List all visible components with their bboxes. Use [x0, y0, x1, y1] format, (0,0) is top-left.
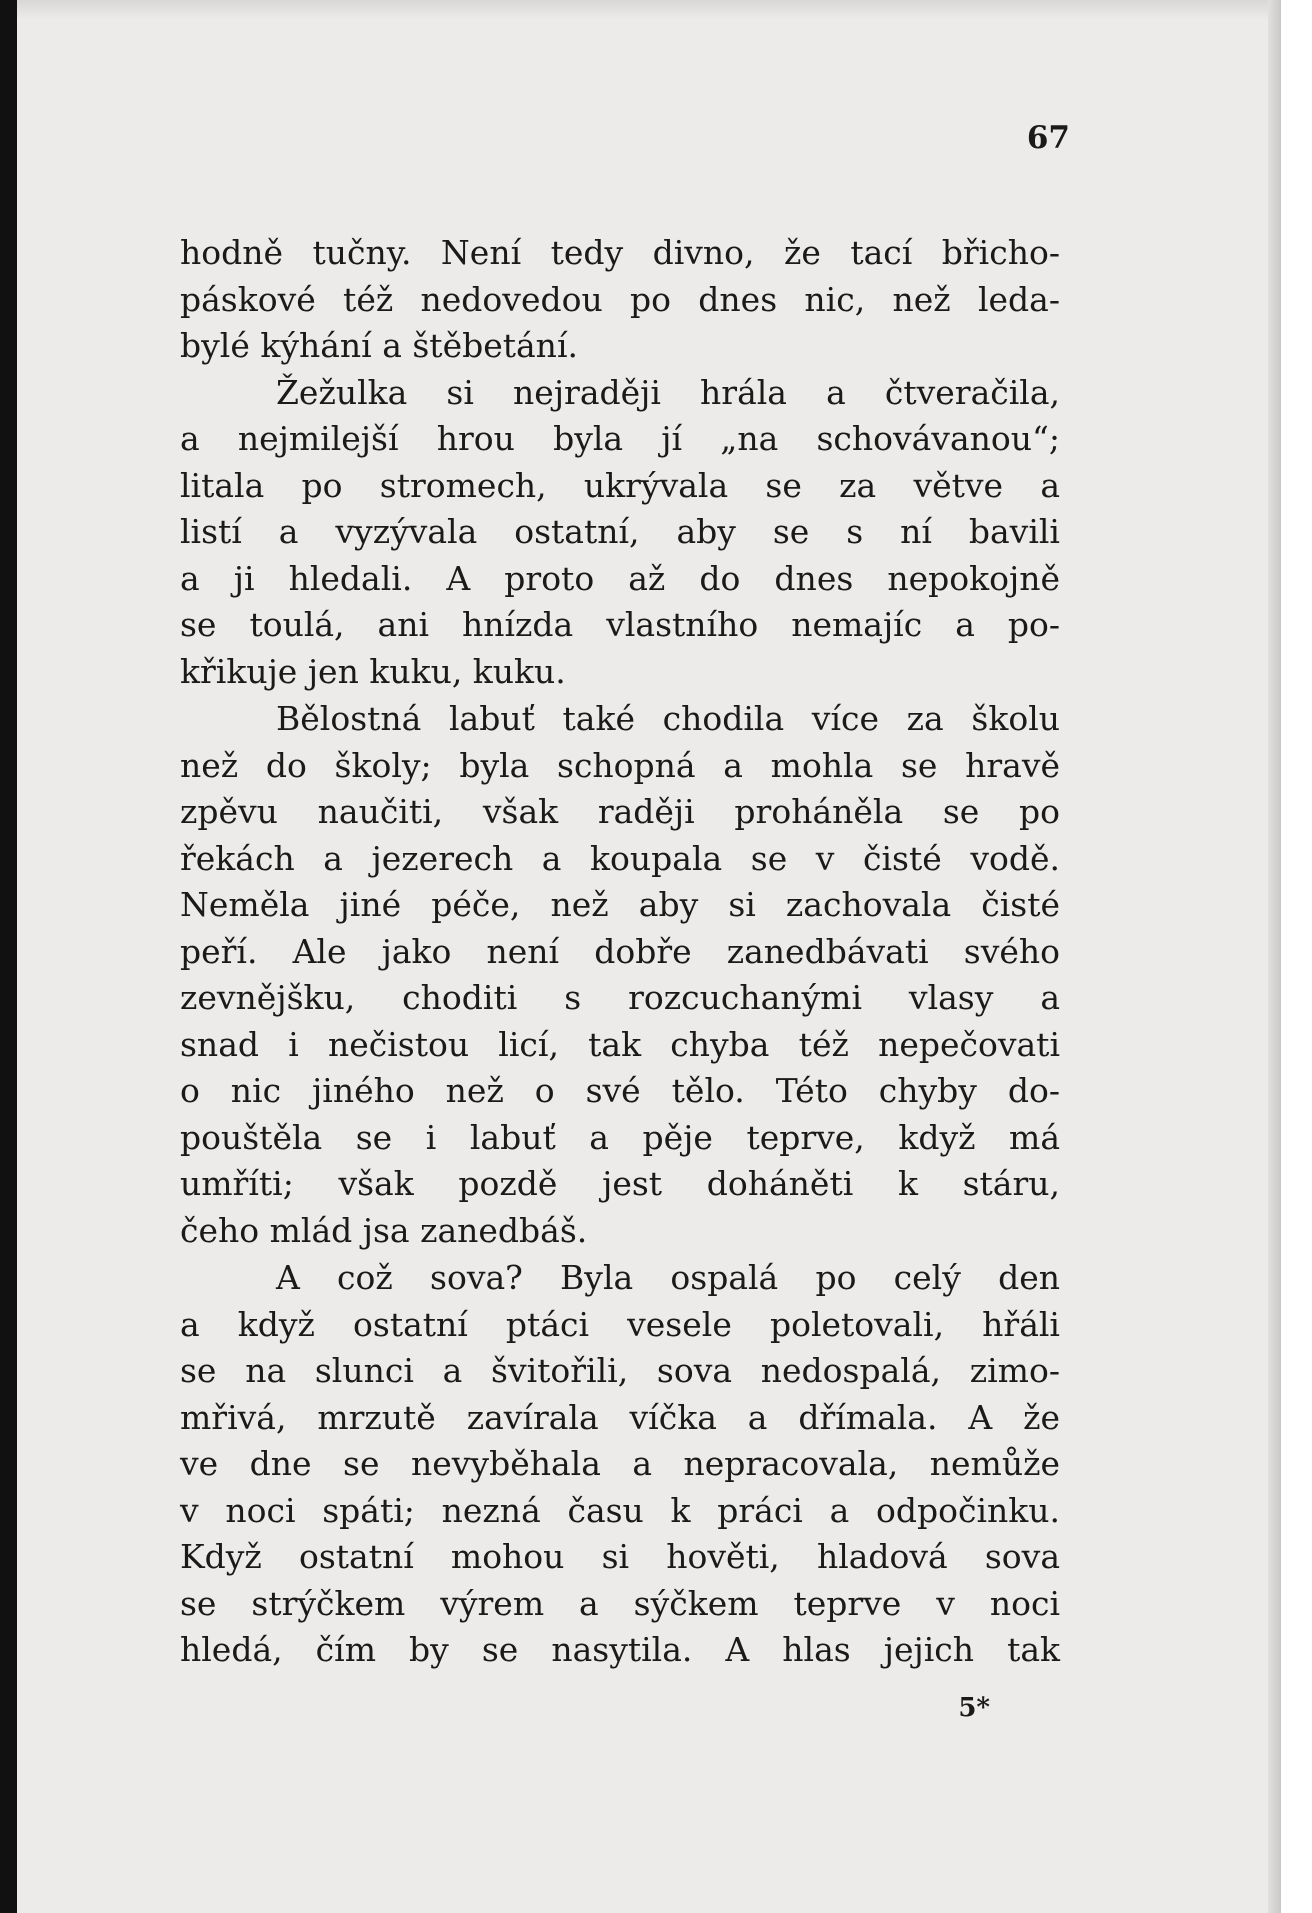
page-top-edge: [0, 0, 1312, 20]
text-line: ve dne se nevyběhala a nepracovala, nemůže: [180, 1444, 1060, 1483]
text-line: a ji hledali. A proto až do dnes nepokojně: [180, 558, 1060, 598]
text-line: zpěvu naučiti, však raději proháněla se po: [180, 792, 1060, 831]
text-line: o nic jiného než o své tělo. Této chyby do-: [180, 1071, 1060, 1110]
page-number: 67: [1026, 120, 1070, 156]
page-right-margin: [1281, 0, 1312, 1913]
text-line: řekách a jezerech a koupala se v čisté vodě.: [180, 838, 1060, 878]
text-line: Neměla jiné péče, než aby si zachovala čisté: [180, 885, 1060, 924]
text-line: se toulá, ani hnízda vlastního nemajíc a po-: [180, 605, 1060, 644]
text-line: než do školy; byla schopná a mohla se hravě: [180, 745, 1060, 785]
text-line: Když ostatní mohou si hověti, hladová sova: [180, 1537, 1060, 1576]
text-line: snad i nečistou licí, tak chyba též nepečovati: [180, 1024, 1060, 1064]
page-right-shadow: [1268, 0, 1281, 1913]
text-line: hodně tučny. Není tedy divno, že tací břicho-: [180, 233, 1060, 272]
text-line: čeho mlád jsa zanedbáš.: [180, 1210, 588, 1250]
text-line: Bělostná labuť také chodila více za školu: [276, 699, 1060, 738]
text-line: se na slunci a švitořili, sova nedospalá, zimo-: [180, 1351, 1060, 1390]
text-line: listí a vyzývala ostatní, aby se s ní bavili: [180, 512, 1060, 551]
text-line: a když ostatní ptáci vesele poletovali, hřáli: [180, 1304, 1060, 1344]
text-line: hledá, čím by se nasytila. A hlas jejich tak: [180, 1630, 1060, 1669]
text-line: bylé kýhání a štěbetání.: [180, 326, 578, 365]
text-line: mřivá, mrzutě zavírala víčka a dřímala. A že: [180, 1397, 1060, 1437]
text-line: páskové též nedovedou po dnes nic, než leda-: [180, 279, 1060, 319]
signature-mark: 5*: [958, 1693, 990, 1723]
text-line: a nejmilejší hrou byla jí „na schovávanou“;: [180, 419, 1060, 458]
text-line: křikuje jen kuku, kuku.: [180, 651, 566, 691]
text-line: se strýčkem výrem a sýčkem teprve v noci: [180, 1583, 1060, 1623]
text-line: zevnějšku, choditi s rozcuchanými vlasy a: [180, 978, 1060, 1017]
text-line: umříti; však pozdě jest doháněti k stáru,: [180, 1164, 1060, 1203]
body-text: [180, 230, 1060, 1674]
text-line: litala po stromech, ukrývala se za větve a: [180, 465, 1060, 505]
text-line: Žežulka si nejraději hrála a čtveračila,: [276, 372, 1060, 412]
text-line: pouštěla se i labuť a pěje teprve, když má: [180, 1117, 1060, 1157]
text-line: peří. Ale jako není dobře zanedbávati svého: [180, 931, 1060, 971]
text-line: v noci spáti; nezná času k práci a odpočinku.: [180, 1490, 1060, 1530]
text-line: A což sova? Byla ospalá po celý den: [276, 1258, 1060, 1297]
binding-edge: [0, 0, 17, 1913]
